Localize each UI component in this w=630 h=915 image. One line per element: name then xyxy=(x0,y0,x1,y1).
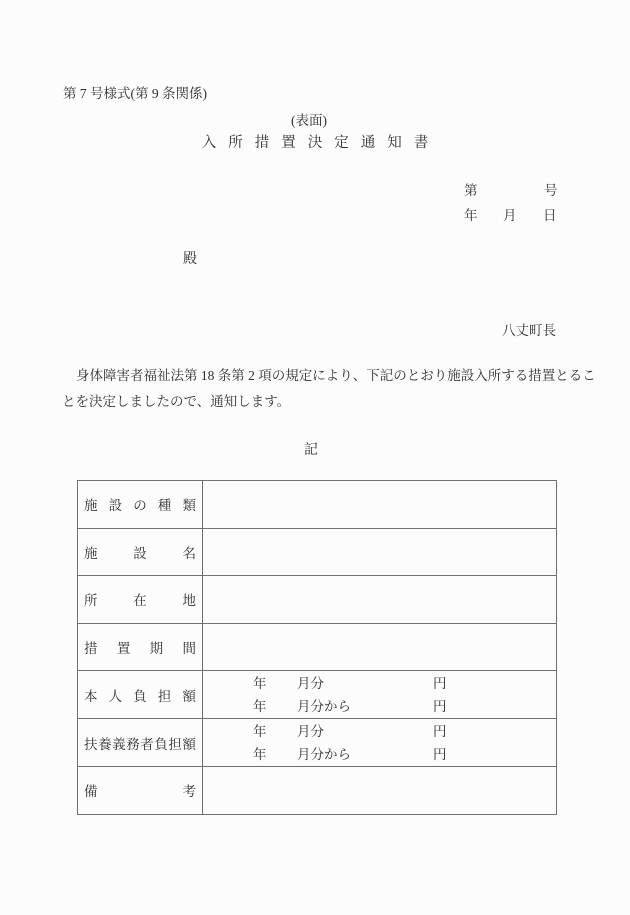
fee-line-month-from xyxy=(203,743,556,766)
fee-line-month xyxy=(203,672,556,695)
fee-amount-unit: 円 xyxy=(433,746,447,762)
row-value-empty xyxy=(203,576,557,624)
date-year-label: 年 xyxy=(464,208,478,223)
body-paragraph xyxy=(62,363,596,415)
row-label: 施設の種類 xyxy=(78,481,203,529)
fee-month-from-label: 月分から xyxy=(297,746,351,762)
row-value-empty xyxy=(203,767,557,815)
row-value-empty xyxy=(203,623,557,671)
fee-year-label: 年 xyxy=(253,746,267,762)
fee-year-label: 年 xyxy=(253,723,267,739)
doc-number-suffix: 号 xyxy=(544,183,558,198)
details-table xyxy=(77,480,557,815)
row-label: 施設名 xyxy=(78,528,203,576)
row-value-empty xyxy=(203,528,557,576)
fee-lines xyxy=(203,719,556,766)
doc-number-prefix: 第 xyxy=(464,183,478,198)
table-row-facility-type xyxy=(78,481,557,529)
body-line-1: 身体障害者福祉法第 18 条第 2 項の規定により、下記のとおり施設入所する措置とるこ xyxy=(76,368,596,383)
document-title: 入所措置決定通知書 xyxy=(201,135,441,151)
table-row-facility-name xyxy=(78,528,557,576)
date-line xyxy=(0,204,630,224)
list-marker-ki: 記 xyxy=(304,443,318,458)
page-side-label: (表面) xyxy=(291,113,327,128)
date-day-label: 日 xyxy=(543,208,557,223)
fee-lines xyxy=(203,671,556,718)
row-label: 扶養義務者負担額 xyxy=(78,719,203,767)
form-number: 第 7 号様式(第 9 条関係) xyxy=(63,86,207,101)
body-line-2: とを決定しましたので、通知します。 xyxy=(62,394,291,409)
row-label: 備考 xyxy=(78,767,203,815)
fee-amount-unit: 円 xyxy=(433,675,447,691)
fee-amount-unit: 円 xyxy=(433,723,447,739)
fee-month-from-label: 月分から xyxy=(297,698,351,714)
row-value-fees xyxy=(203,719,557,767)
date-month-label: 月 xyxy=(503,208,517,223)
fee-line-month-from xyxy=(203,695,556,718)
fee-amount-unit: 円 xyxy=(433,698,447,714)
row-value-fees xyxy=(203,671,557,719)
doc-number-line xyxy=(0,179,630,199)
row-label: 所在地 xyxy=(78,576,203,624)
table-row-remarks xyxy=(78,767,557,815)
table-row-address xyxy=(78,576,557,624)
addressee-honorific: 殿 xyxy=(183,252,197,267)
fee-month-label: 月分 xyxy=(297,675,324,691)
row-label: 措置期間 xyxy=(78,623,203,671)
fee-month-label: 月分 xyxy=(297,723,324,739)
fee-year-label: 年 xyxy=(253,675,267,691)
row-value-empty xyxy=(203,481,557,529)
fee-line-month xyxy=(203,720,556,743)
fee-year-label: 年 xyxy=(253,698,267,714)
table-row-dependent-charge xyxy=(78,719,557,767)
row-label: 本人負担額 xyxy=(78,671,203,719)
sender-name: 八丈町長 xyxy=(502,323,556,338)
table-row-personal-charge xyxy=(78,671,557,719)
table-row-measure-period xyxy=(78,623,557,671)
